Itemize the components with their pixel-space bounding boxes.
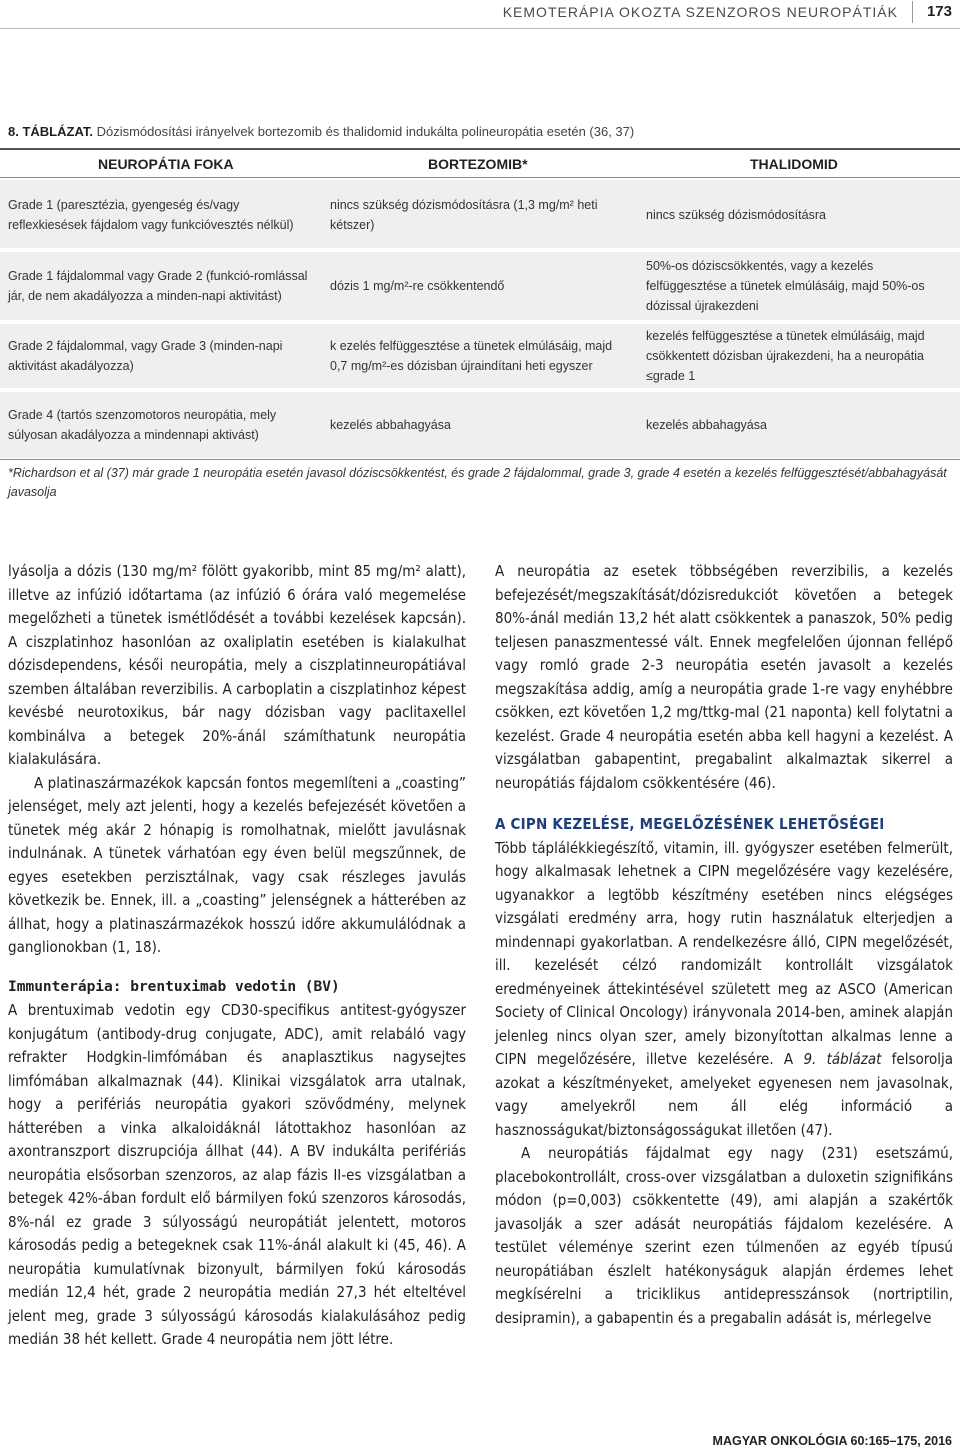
table-cell-grade: Grade 2 fájdalommal, vagy Grade 3 (minden-napi aktivitást akadályozza)	[8, 339, 283, 373]
table-row	[0, 392, 960, 458]
table-cell-thalidomid: 50%-os dóziscsökkentés, vagy a kezelés felfüggesztése a tünetek elmúlásáig, majd 50%-os dózissal újrakezdeni	[646, 259, 925, 313]
table-cell-bortezomib: nincs szükség dózismódosításra (1,3 mg/m² heti kétszer)	[330, 198, 598, 232]
table-top-rule	[0, 148, 960, 150]
column-header-bortezomib: BORTEZOMIB*	[428, 156, 528, 172]
text-column-left	[8, 560, 466, 1352]
running-header	[0, 0, 960, 24]
paragraph: lyásolja a dózis (130 mg/m² fölött gyakoribb, mint 85 mg/m² alatt), illetve az infúzió időtartama (az infúzió 6 órára való megemelése megelőzheti a tünetek ismétlődését a további kezelések kapcsán). A ciszplatinhoz hasonlóan az oxaliplatin esetében is kialakulhat dózisdependens, késői neuropátia, mely a ciszplatinneuropátiával szemben általában reverzibilis. A carboplatin a ciszplatinhoz képest kevésbé neurotoxikus, bár nagy dózisban vagy paclitaxellel kombinálva a betegek 20%-ánál számíthatunk neuropátia kialakulására.	[8, 562, 466, 768]
table-reference: 9. táblázat	[803, 1050, 882, 1068]
section-heading: A CIPN KEZELÉSE, MEGELŐZÉSÉNEK LEHETŐSÉGEI	[495, 815, 885, 833]
table-footnote: *Richardson et al (37) már grade 1 neuropátia esetén javasol dóziscsökkentést, és grade 2 fájdalommal, grade 3, grade 4 esetén a kezelés felfüggesztését/abbahagyását javasolja	[8, 466, 947, 499]
journal-footer: MAGYAR ONKOLÓGIA 60:165–175, 2016	[712, 1434, 952, 1448]
column-header-grade: NEUROPÁTIA FOKA	[98, 156, 234, 172]
column-header-thalidomid: THALIDOMID	[750, 156, 838, 172]
table-cell-thalidomid: nincs szükség dózismódosításra	[646, 208, 826, 222]
running-title: KEMOTERÁPIA OKOZTA SZENZOROS NEUROPÁTIÁK	[502, 4, 898, 20]
paragraph	[495, 837, 953, 1143]
table-row	[0, 252, 960, 320]
table-caption-text: Dózismódosítási irányelvek bortezomib és thalidomid indukálta polineuropátia esetén (36, 37)	[92, 124, 635, 139]
table-cell-bortezomib: k ezelés felfüggesztése a tünetek elmúlásáig, majd 0,7 mg/m²-es dózisban újraindítani heti egyszer	[330, 339, 613, 373]
table-cell-grade: Grade 4 (tartós szenzomotoros neuropátia, mely súlyosan akadályozza a mindennapi aktivást)	[8, 408, 277, 442]
table-header-rule	[0, 177, 960, 178]
table-cell-thalidomid: kezelés abbahagyása	[646, 418, 767, 432]
header-divider	[0, 28, 960, 29]
paragraph-text: felsorolja azokat a készítményeket, amelyeket egyenesen nem javasolnak, vagy amelyekről nem áll elég információ a hasznosságukat/biztonságosságukat illetően (47).	[495, 1050, 953, 1139]
table-cell-thalidomid: kezelés felfüggesztése a tünetek elmúlásáig, majd csökkentett dózisban újrakezdeni, ha a neuropátia ≤grade 1	[646, 329, 925, 383]
text-column-right	[495, 560, 953, 1330]
table-cell-bortezomib: kezelés abbahagyása	[330, 418, 451, 432]
table-bottom-rule	[0, 459, 960, 460]
paragraph: A platinaszármazékok kapcsán fontos megemlíteni a „coasting” jelenséget, mely azt jelenti, hogy a kezelés befejezését követően a tünetek még akár 2 hónapig is romolhatnak, mielőtt javulásnak indulnának. A tünetek várhatóan egy éven belül megszűnnek, de egyes esetekben perzisztálnak, vagy csak részleges javulás következik be. Ennek, ill. a „coasting” jelenségnek a hátterében az állhat, hogy a platinaszármazékok hosszú időre akkumulálódnak a ganglionokban (1, 18).	[8, 773, 466, 956]
paragraph: A brentuximab vedotin egy CD30-specifikus antitest-gyógyszer konjugátum (antibody-drug conjugate, ADC), amit relabáló vagy refrakter Hodgkin-limfómában és anaplasztikus nagysejtes limfómában alkalmaznak (44). Klinikai vizsgálatok arra utalnak, hogy a perifériás neuropátia gyakori szövődmény, melynek hátterében a vinka alkaloidáknál látottakhoz hasonlóan az axontranszport diszrupciója állhat (44). A BV indukálta perifériás neuropátia elsősorban szenzoros, az alap fázis II-es vizsgálatban a betegek 42%-ában fordult elő bármilyen fokú szenzoros károsodás, 8%-nál ez grade 3 súlyosságú neuropátiát jelentett, motoros károsodás pedig a betegeknek csak 11%-ánál alakult ki (45, 46). A neuropátia kumulatívnak bizonyult, bármilyen fokú károsodás medián 12,4 hét, grade 2 neuropátia medián 27,3 hét elteltével jelent meg, grade 3 súlyosságú károsodás kialakulásához pedig medián 38 hét kellett. Grade 4 neuropátia nem jött létre.	[8, 1001, 466, 1348]
table-label: 8. TÁBLÁZAT.	[8, 124, 93, 139]
table-cell-grade: Grade 1 fájdalommal vagy Grade 2 (funkció-romlással jár, de nem akadályozza a minden-napi aktivitást)	[8, 269, 308, 303]
page-number: 173	[912, 1, 952, 23]
table-row	[0, 324, 960, 388]
paragraph: A neuropátiás fájdalmat egy nagy (231) esetszámú, placebokontrollált, cross-over vizsgálatban a duloxetin szignifikáns módon (p=0,003) csökkentette (49), ami alapján a szakértők javasolják a szer adását neuropátiás fájdalom kezelésére. A testület véleménye szerint ezen túlmenően az egyéb típusú neuropátiában észlelt hatékonyságuk alapján érdemes lehet megkísérelni a triciklikus antidepresszánsok (nortriptilin, desipramin), a gabapentin és a pregabalin adását is, mérlegelve	[495, 1144, 953, 1327]
table-caption	[8, 124, 634, 139]
table-header	[0, 154, 960, 174]
table-cell-bortezomib: dózis 1 mg/m²-re csökkentendő	[330, 279, 505, 293]
table-cell-grade: Grade 1 (paresztézia, gyengeség és/vagy reflexkiesések fájdalom vagy funkcióvesztés nélkül)	[8, 198, 294, 232]
subheading: Immunterápia: brentuximab vedotin (BV)	[8, 978, 340, 995]
paragraph: A neuropátia az esetek többségében reverzibilis, a kezelés befejezését/megszakítását/dózisredukciót követően a betegek 80%-ánál medián 13,2 hét alatt csökkentek a panaszok, 50% pedig teljesen panaszmentessé vált. Ennek megfelelően újonnan fellépő vagy romló grade 2-3 neuropátia esetén javasolt a kezelés megszakítása addig, amíg a neuropátia grade 1-re vagy enyhébbre csökken, ezt követően 1,2 mg/ttkg-mal (21 naponta) kell folytatni a kezelést. Grade 4 neuropátia esetén abba kell hagyni a kezelést. A vizsgálatban gabapentint, pregabalint alkalmaztak sikerrel a neuropátiás fájdalom csökkentésére (46).	[495, 562, 953, 792]
paragraph-text: Több táplálékkiegészítő, vitamin, ill. gyógyszer esetében felmerült, hogy alkalmasak lehetnek a CIPN megelőzésére vagy kezelésére, ugyanakkor a legtöbb készítmény esetében nincs elégséges vizsgálati eredmény arra, hogy rutin használatuk elterjedjen a mindennapi gyakorlatban. A rendelkezésre álló, CIPN megelőzését, ill. kezelését célzó randomizált kontrollált vizsgálatok eredményeinek áttekintésével született meg az ASCO (American Society of Clinical Oncology) irányvonala 2014-ben, aminek alapján jelenleg nincs olyan szer, amely bizonyítottan alkalmas lenne a CIPN megelőzésére, illetve kezelésére. A	[495, 838, 953, 1068]
table-row	[0, 180, 960, 248]
